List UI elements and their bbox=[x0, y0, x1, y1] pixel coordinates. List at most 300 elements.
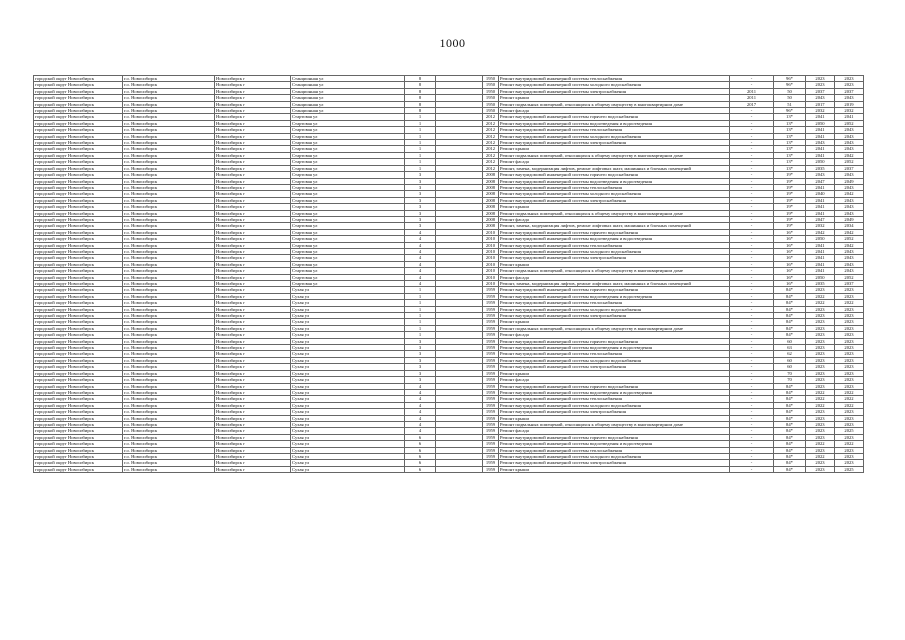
cell-last-repair-year: - bbox=[730, 460, 774, 466]
cell-house: 8 bbox=[405, 76, 436, 82]
cell-year-built: 1959 bbox=[483, 338, 499, 344]
cell-plan-start: 2041 bbox=[806, 204, 835, 210]
cell-last-repair-year: - bbox=[730, 165, 774, 171]
cell-wear: 13* bbox=[774, 152, 806, 158]
cell-house: 1 bbox=[405, 319, 436, 325]
cell-settlement: г.о. Новосибирск bbox=[123, 95, 215, 101]
cell-plan-end: 2043 bbox=[835, 146, 864, 152]
cell-city: Новосибирск г bbox=[215, 409, 291, 415]
cell-settlement: г.о. Новосибирск bbox=[123, 396, 215, 402]
cell-street: Стартовая ул bbox=[291, 242, 405, 248]
cell-municipality: городской округ Новосибирск bbox=[34, 178, 123, 184]
cell-settlement: г.о. Новосибирск bbox=[123, 319, 215, 325]
cell-plan-end: 2049 bbox=[835, 216, 864, 222]
cell-year-built: 1959 bbox=[483, 313, 499, 319]
cell-settlement: г.о. Новосибирск bbox=[123, 338, 215, 344]
cell-last-repair-year: - bbox=[730, 293, 774, 299]
cell-plan-start: 2023 bbox=[806, 357, 835, 363]
cell-last-repair-year: - bbox=[730, 229, 774, 235]
cell-house: 8 bbox=[405, 82, 436, 88]
cell-plan-start: 2023 bbox=[806, 319, 835, 325]
cell-city: Новосибирск г bbox=[215, 447, 291, 453]
cell-settlement: г.о. Новосибирск bbox=[123, 184, 215, 190]
cell-year-built: 1959 bbox=[483, 460, 499, 466]
cell-last-repair-year: - bbox=[730, 76, 774, 82]
cell-house: 4 bbox=[405, 421, 436, 427]
cell-settlement: г.о. Новосибирск bbox=[123, 236, 215, 242]
cell-last-repair-year: - bbox=[730, 453, 774, 459]
cell-street: Станционная ул bbox=[291, 88, 405, 94]
cell-city: Новосибирск г bbox=[215, 172, 291, 178]
cell-work-type: Ремонт внутридомовой инженерной системы холодного водоснабжения bbox=[499, 357, 730, 363]
cell-street: Стартовая ул bbox=[291, 165, 405, 171]
cell-city: Новосибирск г bbox=[215, 152, 291, 158]
cell-plan-start: 2022 bbox=[806, 441, 835, 447]
cell-plan-start: 2023 bbox=[806, 325, 835, 331]
cell-last-repair-year: - bbox=[730, 120, 774, 126]
cell-settlement: г.о. Новосибирск bbox=[123, 146, 215, 152]
cell-settlement: г.о. Новосибирск bbox=[123, 421, 215, 427]
cell-plan-start: 2041 bbox=[806, 152, 835, 158]
cell-city: Новосибирск г bbox=[215, 441, 291, 447]
cell-plan-start: 2043 bbox=[806, 95, 835, 101]
cell-year-built: 1950 bbox=[483, 76, 499, 82]
cell-last-repair-year: - bbox=[730, 306, 774, 312]
cell-last-repair-year: - bbox=[730, 345, 774, 351]
cell-street: Стартовая ул bbox=[291, 191, 405, 197]
cell-plan-start: 2041 bbox=[806, 210, 835, 216]
cell-wear: 84* bbox=[774, 306, 806, 312]
cell-last-repair-year: - bbox=[730, 114, 774, 120]
cell-municipality: городской округ Новосибирск bbox=[34, 332, 123, 338]
cell-municipality: городской округ Новосибирск bbox=[34, 268, 123, 274]
cell-plan-start: 2041 bbox=[806, 133, 835, 139]
cell-last-repair-year: - bbox=[730, 242, 774, 248]
cell-last-repair-year: - bbox=[730, 351, 774, 357]
cell-city: Новосибирск г bbox=[215, 377, 291, 383]
cell-plan-end: 2023 bbox=[835, 338, 864, 344]
cell-work-type: Ремонт внутридомовой инженерной системы горячего водоснабжения bbox=[499, 172, 730, 178]
cell-municipality: городской округ Новосибирск bbox=[34, 76, 123, 82]
cell-work-type: Ремонт внутридомовой инженерной системы электроснабжения bbox=[499, 197, 730, 203]
cell-settlement: г.о. Новосибирск bbox=[123, 152, 215, 158]
cell-year-built: 1959 bbox=[483, 300, 499, 306]
cell-plan-start: 2047 bbox=[806, 178, 835, 184]
cell-municipality: городской округ Новосибирск bbox=[34, 261, 123, 267]
cell-plan-end: 2023 bbox=[835, 287, 864, 293]
cell-wear: 16* bbox=[774, 236, 806, 242]
cell-municipality: городской округ Новосибирск bbox=[34, 357, 123, 363]
cell-settlement: г.о. Новосибирск bbox=[123, 140, 215, 146]
cell-house: 1 bbox=[405, 152, 436, 158]
cell-year-built: 2010 bbox=[483, 281, 499, 287]
cell-year-built: 1959 bbox=[483, 319, 499, 325]
cell-last-repair-year: - bbox=[730, 274, 774, 280]
cell-house: 4 bbox=[405, 229, 436, 235]
cell-year-built: 1950 bbox=[483, 95, 499, 101]
cell-last-repair-year: - bbox=[730, 172, 774, 178]
cell-year-built: 2008 bbox=[483, 204, 499, 210]
cell-street: Сухая ул bbox=[291, 370, 405, 376]
cell-last-repair-year: - bbox=[730, 140, 774, 146]
cell-plan-start: 2023 bbox=[806, 338, 835, 344]
cell-house: 1 bbox=[405, 325, 436, 331]
cell-municipality: городской округ Новосибирск bbox=[34, 127, 123, 133]
cell-settlement: г.о. Новосибирск bbox=[123, 441, 215, 447]
cell-house: 3 bbox=[405, 216, 436, 222]
cell-settlement: г.о. Новосибирск bbox=[123, 274, 215, 280]
cell-plan-start: 2040 bbox=[806, 191, 835, 197]
cell-year-built: 2010 bbox=[483, 274, 499, 280]
cell-city: Новосибирск г bbox=[215, 127, 291, 133]
cell-plan-start: 2023 bbox=[806, 460, 835, 466]
cell-city: Новосибирск г bbox=[215, 159, 291, 165]
cell-work-type: Ремонт внутридомовой инженерной системы теплоснабжения bbox=[499, 76, 730, 82]
cell-municipality: городской округ Новосибирск bbox=[34, 434, 123, 440]
cell-plan-start: 2023 bbox=[806, 332, 835, 338]
cell-work-type: Ремонт подвальных помещений, относящихся к общему имуществу в многоквартирном доме bbox=[499, 210, 730, 216]
cell-settlement: г.о. Новосибирск bbox=[123, 351, 215, 357]
cell-street: Стартовая ул bbox=[291, 197, 405, 203]
cell-city: Новосибирск г bbox=[215, 261, 291, 267]
cell-plan-start: 2023 bbox=[806, 306, 835, 312]
cell-house: 8 bbox=[405, 95, 436, 101]
cell-wear: 84* bbox=[774, 460, 806, 466]
cell-wear: 84* bbox=[774, 428, 806, 434]
cell-last-repair-year: 2017 bbox=[730, 101, 774, 107]
cell-city: Новосибирск г bbox=[215, 415, 291, 421]
cell-house: 1 bbox=[405, 146, 436, 152]
cell-house: 3 bbox=[405, 357, 436, 363]
cell-plan-end: 2052 bbox=[835, 159, 864, 165]
cell-municipality: городской округ Новосибирск bbox=[34, 95, 123, 101]
cell-street: Станционная ул bbox=[291, 82, 405, 88]
cell-street: Стартовая ул bbox=[291, 229, 405, 235]
cell-plan-end: 2037 bbox=[835, 165, 864, 171]
cell-street: Стартовая ул bbox=[291, 140, 405, 146]
cell-settlement: г.о. Новосибирск bbox=[123, 313, 215, 319]
cell-settlement: г.о. Новосибирск bbox=[123, 82, 215, 88]
cell-city: Новосибирск г bbox=[215, 428, 291, 434]
cell-wear: 60 bbox=[774, 357, 806, 363]
cell-year-built: 1959 bbox=[483, 332, 499, 338]
cell-plan-start: 2022 bbox=[806, 293, 835, 299]
cell-city: Новосибирск г bbox=[215, 133, 291, 139]
cell-plan-end: 2043 bbox=[835, 140, 864, 146]
cell-municipality: городской округ Новосибирск bbox=[34, 242, 123, 248]
cell-city: Новосибирск г bbox=[215, 140, 291, 146]
cell-wear: 16* bbox=[774, 242, 806, 248]
cell-house: 3 bbox=[405, 178, 436, 184]
cell-work-type: Ремонт внутридомовой инженерной системы теплоснабжения bbox=[499, 184, 730, 190]
cell-street: Сухая ул bbox=[291, 396, 405, 402]
cell-settlement: г.о. Новосибирск bbox=[123, 242, 215, 248]
cell-plan-end: 2022 bbox=[835, 300, 864, 306]
cell-house: 1 bbox=[405, 127, 436, 133]
cell-street: Сухая ул bbox=[291, 351, 405, 357]
cell-year-built: 1959 bbox=[483, 351, 499, 357]
cell-house: 3 bbox=[405, 223, 436, 229]
cell-house: 1 bbox=[405, 140, 436, 146]
cell-street: Стартовая ул bbox=[291, 178, 405, 184]
cell-street: Стартовая ул bbox=[291, 223, 405, 229]
cell-work-type: Ремонт подвальных помещений, относящихся к общему имуществу в многоквартирном доме bbox=[499, 101, 730, 107]
cell-street: Сухая ул bbox=[291, 447, 405, 453]
cell-work-type: Ремонт внутридомовой инженерной системы электроснабжения bbox=[499, 364, 730, 370]
cell-plan-end: 2043 bbox=[835, 268, 864, 274]
cell-wear: 16* bbox=[774, 274, 806, 280]
cell-wear: 60 bbox=[774, 338, 806, 344]
cell-house: 4 bbox=[405, 274, 436, 280]
cell-municipality: городской округ Новосибирск bbox=[34, 306, 123, 312]
cell-last-repair-year: - bbox=[730, 82, 774, 88]
cell-plan-start: 2023 bbox=[806, 345, 835, 351]
cell-house: 4 bbox=[405, 248, 436, 254]
page-number: 1000 bbox=[439, 36, 466, 50]
cell-house: 4 bbox=[405, 389, 436, 395]
cell-last-repair-year: - bbox=[730, 428, 774, 434]
cell-settlement: г.о. Новосибирск bbox=[123, 402, 215, 408]
cell-plan-end: 2052 bbox=[835, 236, 864, 242]
cell-city: Новосибирск г bbox=[215, 274, 291, 280]
cell-wear: 84* bbox=[774, 396, 806, 402]
cell-plan-end: 2023 bbox=[835, 434, 864, 440]
cell-work-type: Ремонт внутридомовой инженерной системы водоотведения и водоотведения bbox=[499, 236, 730, 242]
cell-settlement: г.о. Новосибирск bbox=[123, 377, 215, 383]
cell-municipality: городской округ Новосибирск bbox=[34, 133, 123, 139]
cell-wear: 84* bbox=[774, 319, 806, 325]
cell-plan-start: 2023 bbox=[806, 351, 835, 357]
cell-wear: 84* bbox=[774, 453, 806, 459]
cell-settlement: г.о. Новосибирск bbox=[123, 229, 215, 235]
cell-work-type: Ремонт внутридомовой инженерной системы электроснабжения bbox=[499, 88, 730, 94]
cell-plan-start: 2050 bbox=[806, 159, 835, 165]
cell-plan-end: 2023 bbox=[835, 332, 864, 338]
cell-year-built: 1959 bbox=[483, 402, 499, 408]
cell-settlement: г.о. Новосибирск bbox=[123, 101, 215, 107]
cell-year-built: 2012 bbox=[483, 127, 499, 133]
cell-wear: 84* bbox=[774, 466, 806, 472]
cell-last-repair-year: - bbox=[730, 325, 774, 331]
cell-work-type: Ремонт подвальных помещений, относящихся к общему имуществу в многоквартирном доме bbox=[499, 152, 730, 158]
cell-street: Станционная ул bbox=[291, 76, 405, 82]
cell-work-type: Ремонт внутридомовой инженерной системы холодного водоснабжения bbox=[499, 248, 730, 254]
cell-plan-end: 2043 bbox=[835, 127, 864, 133]
cell-wear: 96* bbox=[774, 108, 806, 114]
cell-wear: 84* bbox=[774, 300, 806, 306]
cell-street: Сухая ул bbox=[291, 319, 405, 325]
cell-street: Стартовая ул bbox=[291, 210, 405, 216]
cell-wear: 84* bbox=[774, 332, 806, 338]
cell-municipality: городской округ Новосибирск bbox=[34, 152, 123, 158]
cell-plan-end: 2023 bbox=[835, 364, 864, 370]
cell-plan-start: 2032 bbox=[806, 108, 835, 114]
cell-wear: 70 bbox=[774, 377, 806, 383]
cell-municipality: городской округ Новосибирск bbox=[34, 159, 123, 165]
cell-plan-end: 2043 bbox=[835, 133, 864, 139]
cell-plan-start: 2022 bbox=[806, 389, 835, 395]
cell-plan-start: 2023 bbox=[806, 364, 835, 370]
cell-wear: 70 bbox=[774, 370, 806, 376]
cell-municipality: городской округ Новосибирск bbox=[34, 370, 123, 376]
cell-settlement: г.о. Новосибирск bbox=[123, 389, 215, 395]
cell-city: Новосибирск г bbox=[215, 300, 291, 306]
cell-work-type: Ремонт внутридомовой инженерной системы горячего водоснабжения bbox=[499, 287, 730, 293]
cell-last-repair-year: - bbox=[730, 441, 774, 447]
cell-wear: 16* bbox=[774, 281, 806, 287]
cell-house: 1 bbox=[405, 133, 436, 139]
cell-work-type: Ремонт внутридомовой инженерной системы электроснабжения bbox=[499, 409, 730, 415]
cell-plan-end: 2032 bbox=[835, 108, 864, 114]
cell-year-built: 2008 bbox=[483, 172, 499, 178]
cell-municipality: городской округ Новосибирск bbox=[34, 101, 123, 107]
cell-street: Стартовая ул bbox=[291, 146, 405, 152]
cell-wear: 84* bbox=[774, 402, 806, 408]
cell-city: Новосибирск г bbox=[215, 248, 291, 254]
cell-plan-start: 2023 bbox=[806, 287, 835, 293]
cell-plan-end: 2023 bbox=[835, 453, 864, 459]
cell-year-built: 1959 bbox=[483, 415, 499, 421]
cell-wear: 96* bbox=[774, 82, 806, 88]
cell-plan-start: 2043 bbox=[806, 172, 835, 178]
cell-work-type: Ремонт внутридомовой инженерной системы водоотведения и водоотведения bbox=[499, 120, 730, 126]
cell-street: Сухая ул bbox=[291, 345, 405, 351]
cell-plan-end: 2022 bbox=[835, 396, 864, 402]
cell-year-built: 1959 bbox=[483, 370, 499, 376]
cell-plan-end: 2052 bbox=[835, 274, 864, 280]
cell-year-built: 2008 bbox=[483, 184, 499, 190]
cell-last-repair-year: - bbox=[730, 338, 774, 344]
cell-plan-start: 2023 bbox=[806, 377, 835, 383]
cell-settlement: г.о. Новосибирск bbox=[123, 300, 215, 306]
cell-last-repair-year: - bbox=[730, 191, 774, 197]
cell-street: Сухая ул bbox=[291, 293, 405, 299]
cell-plan-start: 2043 bbox=[806, 140, 835, 146]
cell-settlement: г.о. Новосибирск bbox=[123, 325, 215, 331]
cell-city: Новосибирск г bbox=[215, 338, 291, 344]
cell-last-repair-year: - bbox=[730, 434, 774, 440]
cell-street: Сухая ул bbox=[291, 325, 405, 331]
cell-plan-start: 2023 bbox=[806, 370, 835, 376]
cell-work-type: Ремонт внутридомовой инженерной системы теплоснабжения bbox=[499, 396, 730, 402]
cell-work-type: Ремонт, замена, модернизация лифтов, ремонт лифтовых шахт, машинных и блочных помещений bbox=[499, 281, 730, 287]
cell-house: 4 bbox=[405, 236, 436, 242]
cell-city: Новосибирск г bbox=[215, 114, 291, 120]
cell-year-built: 2012 bbox=[483, 133, 499, 139]
cell-plan-end: 2023 bbox=[835, 383, 864, 389]
cell-work-type: Ремонт фасада bbox=[499, 159, 730, 165]
cell-wear: 84* bbox=[774, 421, 806, 427]
cell-settlement: г.о. Новосибирск bbox=[123, 223, 215, 229]
cell-street: Стартовая ул bbox=[291, 114, 405, 120]
cell-plan-start: 2037 bbox=[806, 88, 835, 94]
cell-municipality: городской округ Новосибирск bbox=[34, 338, 123, 344]
cell-plan-start: 2023 bbox=[806, 76, 835, 82]
cell-street: Сухая ул bbox=[291, 434, 405, 440]
cell-work-type: Ремонт внутридомовой инженерной системы теплоснабжения bbox=[499, 300, 730, 306]
cell-settlement: г.о. Новосибирск bbox=[123, 466, 215, 472]
cell-last-repair-year: - bbox=[730, 146, 774, 152]
cell-work-type: Ремонт внутридомовой инженерной системы горячего водоснабжения bbox=[499, 114, 730, 120]
cell-last-repair-year: - bbox=[730, 223, 774, 229]
cell-plan-end: 2023 bbox=[835, 357, 864, 363]
cell-street: Сухая ул bbox=[291, 332, 405, 338]
cell-year-built: 1959 bbox=[483, 428, 499, 434]
cell-city: Новосибирск г bbox=[215, 101, 291, 107]
cell-plan-end: 2037 bbox=[835, 281, 864, 287]
cell-city: Новосибирск г bbox=[215, 389, 291, 395]
cell-year-built: 1959 bbox=[483, 453, 499, 459]
cell-last-repair-year: - bbox=[730, 370, 774, 376]
cell-settlement: г.о. Новосибирск bbox=[123, 447, 215, 453]
cell-settlement: г.о. Новосибирск bbox=[123, 460, 215, 466]
cell-work-type: Ремонт фасада bbox=[499, 216, 730, 222]
cell-plan-end: 2023 bbox=[835, 460, 864, 466]
cell-settlement: г.о. Новосибирск bbox=[123, 191, 215, 197]
cell-street: Сухая ул bbox=[291, 287, 405, 293]
cell-house: 8 bbox=[405, 108, 436, 114]
cell-street: Сухая ул bbox=[291, 377, 405, 383]
cell-plan-end: 2043 bbox=[835, 248, 864, 254]
cell-plan-start: 2023 bbox=[806, 447, 835, 453]
cell-street: Стартовая ул bbox=[291, 274, 405, 280]
cell-year-built: 1959 bbox=[483, 409, 499, 415]
cell-house: 8 bbox=[405, 88, 436, 94]
cell-street: Сухая ул bbox=[291, 338, 405, 344]
cell-plan-start: 2032 bbox=[806, 223, 835, 229]
cell-street: Стартовая ул bbox=[291, 172, 405, 178]
cell-plan-start: 2041 bbox=[806, 242, 835, 248]
cell-year-built: 2010 bbox=[483, 268, 499, 274]
cell-plan-end: 2052 bbox=[835, 120, 864, 126]
cell-city: Новосибирск г bbox=[215, 82, 291, 88]
cell-wear: 19* bbox=[774, 178, 806, 184]
cell-wear: 19* bbox=[774, 216, 806, 222]
cell-plan-end: 2042 bbox=[835, 191, 864, 197]
cell-plan-end: 2023 bbox=[835, 306, 864, 312]
cell-street: Стартовая ул bbox=[291, 248, 405, 254]
cell-municipality: городской округ Новосибирск bbox=[34, 114, 123, 120]
cell-work-type: Ремонт внутридомовой инженерной системы электроснабжения bbox=[499, 313, 730, 319]
cell-plan-start: 2023 bbox=[806, 409, 835, 415]
cell-year-built: 1950 bbox=[483, 88, 499, 94]
cell-settlement: г.о. Новосибирск bbox=[123, 306, 215, 312]
cell-city: Новосибирск г bbox=[215, 434, 291, 440]
cell-municipality: городской округ Новосибирск bbox=[34, 274, 123, 280]
cell-municipality: городской округ Новосибирск bbox=[34, 191, 123, 197]
cell-last-repair-year: - bbox=[730, 300, 774, 306]
cell-house: 3 bbox=[405, 345, 436, 351]
cell-work-type: Ремонт крыши bbox=[499, 370, 730, 376]
cell-city: Новосибирск г bbox=[215, 191, 291, 197]
cell-work-type: Ремонт крыши bbox=[499, 415, 730, 421]
cell-municipality: городской округ Новосибирск bbox=[34, 204, 123, 210]
cell-settlement: г.о. Новосибирск bbox=[123, 165, 215, 171]
cell-settlement: г.о. Новосибирск bbox=[123, 268, 215, 274]
table-row bbox=[34, 466, 864, 472]
cell-wear: 19* bbox=[774, 197, 806, 203]
cell-city: Новосибирск г bbox=[215, 197, 291, 203]
cell-wear: 13* bbox=[774, 120, 806, 126]
cell-municipality: городской округ Новосибирск bbox=[34, 216, 123, 222]
cell-wear: 50 bbox=[774, 88, 806, 94]
cell-last-repair-year: - bbox=[730, 357, 774, 363]
cell-wear: 16* bbox=[774, 261, 806, 267]
cell-last-repair-year: - bbox=[730, 210, 774, 216]
cell-settlement: г.о. Новосибирск bbox=[123, 216, 215, 222]
cell-last-repair-year: - bbox=[730, 127, 774, 133]
cell-last-repair-year: - bbox=[730, 197, 774, 203]
